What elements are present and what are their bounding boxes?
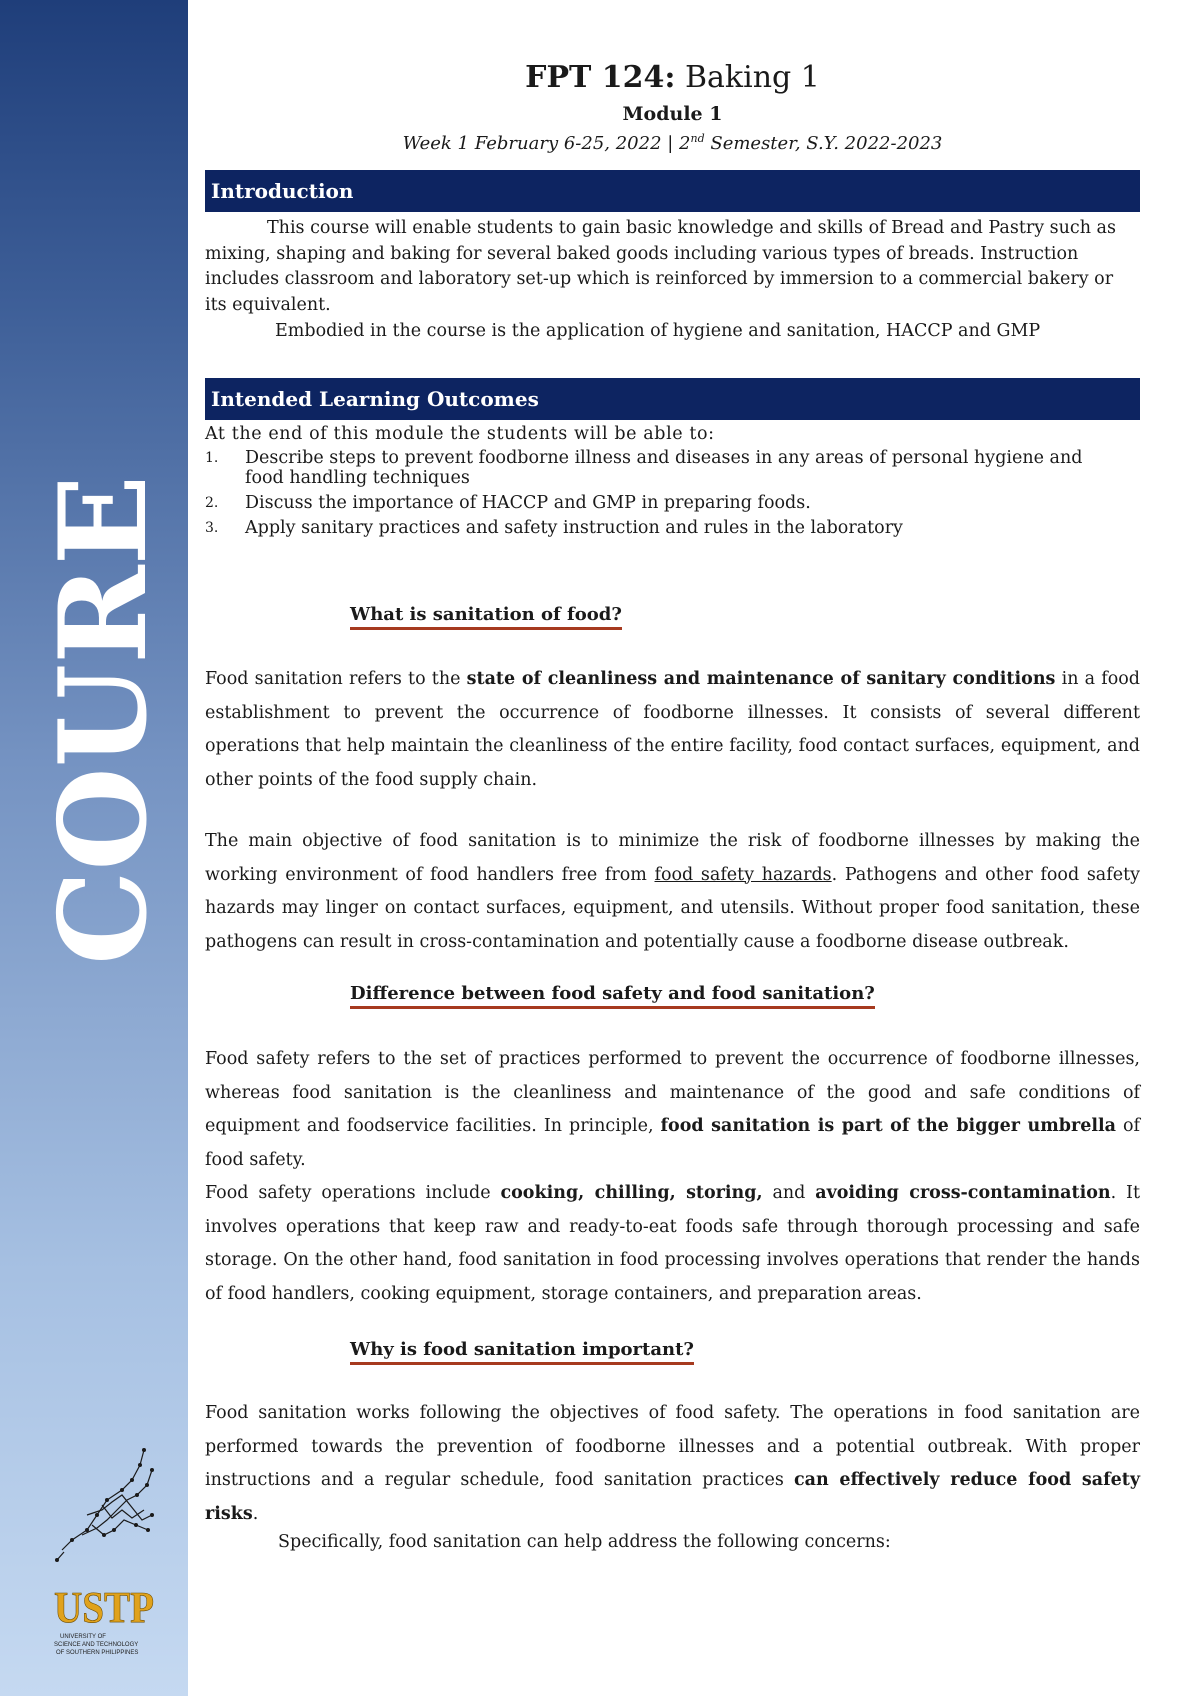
list-text: Apply sanitary practices and safety instruction and rules in the laboratory (245, 518, 903, 538)
section2-paragraph-1 (205, 1043, 1140, 1177)
logo-caption-line2: SCIENCE AND TECHNOLOGY (54, 1642, 139, 1648)
bold-run: cooking, chilling, storing, (500, 1183, 763, 1203)
text-run: Food safety refers to the set of practices performed to prevent the occurrence of foodborne illnesses, whereas food sanitation is the cleanliness and maintenance of the good and safe conditions of equipment and foodservice facilities. In principle, (205, 1049, 1140, 1136)
bold-run: food sanitation is part of the bigger umbrella (660, 1116, 1117, 1136)
intro-paragraph-2: Embodied in the course is the application of hygiene and sanitation, HACCP and GMP (275, 321, 1041, 341)
ustp-logo-svg (52, 1440, 172, 1670)
week-line (205, 132, 1140, 154)
intro-paragraph-1: This course will enable students to gain basic knowledge and skills of Bread and Pastry such as mixing, shaping and baking for several baked goods including various types of breads. Instruction includes classroom and laboratory set-up which is reinforced by immersion to a commercial bakery or its equivalent. (205, 218, 1116, 315)
section-heading-sanitation: What is sanitation of food? (350, 603, 622, 630)
text-run: of food safety. (205, 1116, 1141, 1170)
ustp-logo (52, 1440, 172, 1670)
list-text: Discuss the importance of HACCP and GMP in preparing foods. (245, 493, 811, 513)
list-item (205, 493, 1125, 513)
logo-caption-line3: OF SOUTHERN PHILIPPINES (56, 1650, 139, 1656)
food-safety-hazards-link[interactable]: food safety hazards (654, 864, 832, 885)
course-name: Baking 1 (675, 60, 820, 95)
logo-wordmark: USTP (54, 1583, 154, 1632)
text-run: . It involves operations that keep raw and ready-to-eat foods safe through thorough processing and safe storage. On the other hand, food sanitation in food processing involves operations that render the hands of food handlers, cooking equipment, storage containers, and preparation areas. (205, 1183, 1141, 1304)
list-item (205, 518, 1125, 538)
text-run: . (252, 1503, 259, 1524)
outcomes-bar: Intended Learning Outcomes (205, 378, 1140, 420)
list-number: 2. (205, 495, 219, 511)
section-heading-importance: Why is food sanitation important? (350, 1338, 694, 1365)
bold-run: state of cleanliness and maintenance of sanitary conditions (466, 669, 1056, 689)
section3-paragraph-1 (205, 1397, 1140, 1531)
outcomes-lead: At the end of this module the students will be able to: (205, 424, 715, 444)
week-sup: nd (690, 132, 705, 145)
vertical-word-svg (0, 460, 188, 980)
text-run: and (762, 1183, 816, 1203)
course-title (205, 60, 1140, 95)
section2-paragraph-2 (205, 1177, 1140, 1311)
module-label: Module 1 (622, 103, 723, 125)
sidebar-band (0, 0, 188, 1696)
text-run: in a food establishment to prevent the occurrence of foodborne illnesses. It consists of several different operations that help maintain the cleanliness of the entire facility, food contact surfaces, equipment, and other points of the food supply chain. (205, 669, 1140, 790)
text-run: Food safety operations include (205, 1183, 501, 1203)
list-number: 3. (205, 520, 219, 536)
bold-run: avoiding cross-contamination (815, 1183, 1111, 1203)
bold-run: can effectively reduce food safety risks (205, 1470, 1141, 1524)
list-number: 1. (205, 450, 219, 466)
text-run: Food sanitation works following the objectives of food safety. The operations in food sanitation are performed towards the prevention of foodborne illnesses and a potential outbreak. With proper instructions and a regular schedule, food sanitation practices (205, 1403, 1140, 1490)
logo-caption-line1: UNIVERSITY OF (60, 1634, 106, 1640)
text-run: The main objective of food sanitation is to minimize the risk of foodborne illnesses by making the working environment of food handlers free from (205, 831, 1140, 885)
list-item (205, 448, 1125, 488)
text-run: Food sanitation refers to the (205, 669, 467, 689)
week-text-end: Semester, S.Y. 2022-2023 (704, 133, 943, 154)
introduction-bar: Introduction (205, 170, 1140, 212)
outcomes-list (205, 448, 1125, 543)
section1-paragraph-1 (205, 663, 1140, 797)
week-text: Week 1 February 6-25, 2022 | 2 (402, 133, 691, 154)
section1-paragraph-2 (205, 825, 1140, 959)
course-code: FPT 124: (525, 60, 676, 95)
list-text: Describe steps to prevent foodborne illness and diseases in any areas of personal hygiene and food handling techniques (245, 448, 1083, 488)
vertical-word-text: COURE (33, 469, 174, 965)
vertical-course-word (0, 460, 188, 980)
section3-paragraph-2: Specifically, food sanitation can help address the following concerns: (278, 1532, 891, 1552)
text-run: . Pathogens and other food safety hazards may linger on contact surfaces, equipment, and utensils. Without proper food sanitation, these pathogens can result in cross-contamination and potentially cause a foodborne disease outbreak. (205, 864, 1140, 952)
section-heading-difference: Difference between food safety and food sanitation? (350, 982, 875, 1009)
